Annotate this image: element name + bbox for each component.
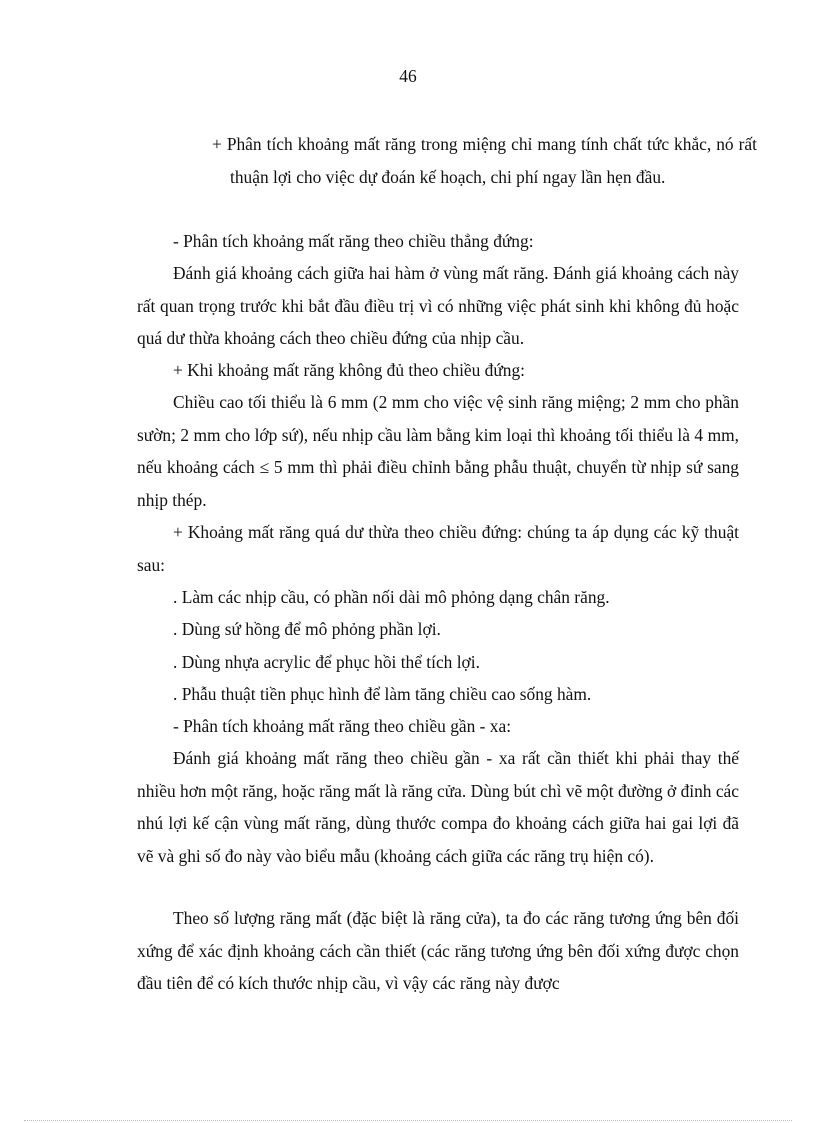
list-item-pink-porcelain: . Dùng sứ hồng để mô phỏng phần lợi. bbox=[173, 619, 441, 639]
paragraph-minimum-height: Chiều cao tối thiểu là 6 mm (2 mm cho việc vệ sinh răng miệng; 2 mm cho phần sườn; 2 mm cho lớp sứ), nếu nhịp cầu làm bằng kim loại thì khoảng tối thiểu là 4 mm, nếu khoảng cách ≤ 5 mm thì phải điều chỉnh bằng phẫu thuật, chuyển từ nhịp sứ sang nhịp thép. bbox=[137, 392, 739, 510]
paragraph-vertical-evaluation: Đánh giá khoảng cách giữa hai hàm ở vùng mất răng. Đánh giá khoảng cách này rất quan trọng trước khi bắt đầu điều trị vì có những việc phát sinh khi không đủ hoặc quá dư thừa khoảng cách theo chiều đứng của nhịp cầu. bbox=[137, 263, 739, 348]
paragraph-missing-teeth-count: Theo số lượng răng mất (đặc biệt là răng cửa), ta đo các răng tương ứng bên đối xứng để xác định khoảng cách cần thiết (các răng tương ứng bên đối xứng được chọn đầu tiên để có kích thước nhịp cầu, vì vậy các răng này được bbox=[137, 908, 739, 993]
paragraph-mesiodistal-evaluation: Đánh giá khoảng mất răng theo chiều gần - xa rất cần thiết khi phải thay thế nhiều hơn một răng, hoặc răng mất là răng cửa. Dùng bút chì vẽ một đường ở đỉnh các nhú lợi kế cận vùng mất răng, dùng thước compa đo khoảng cách giữa hai gai lợi đã vẽ và ghi số đo này vào biểu mẫu (khoảng cách giữa các răng trụ hiện có). bbox=[137, 748, 739, 866]
heading-vertical-analysis: - Phân tích khoảng mất răng theo chiều thẳng đứng: bbox=[173, 231, 534, 251]
page-number: 46 bbox=[399, 66, 417, 86]
paragraph-plus-insufficient-vertical: + Khi khoảng mất răng không đủ theo chiều đứng: bbox=[173, 360, 526, 380]
list-item-preprosthetic-surgery: . Phẫu thuật tiền phục hình để làm tăng chiều cao sống hàm. bbox=[173, 684, 592, 704]
paragraph-plus-immediate-analysis: + Phân tích khoảng mất răng trong miệng chỉ mang tính chất tức khắc, nó rất thuận lợi cho việc dự đoán kế hoạch, chi phí ngay lần hẹn đầu. bbox=[212, 134, 757, 187]
bottom-divider bbox=[24, 1120, 792, 1121]
list-item-pontic-extension: . Làm các nhịp cầu, có phần nối dài mô phỏng dạng chân răng. bbox=[173, 587, 610, 607]
list-item-acrylic: . Dùng nhựa acrylic để phục hồi thể tích lợi. bbox=[173, 652, 480, 672]
heading-mesiodistal-analysis: - Phân tích khoảng mất răng theo chiều gần - xa: bbox=[173, 716, 512, 736]
paragraph-plus-excess-vertical: + Khoảng mất răng quá dư thừa theo chiều đứng: chúng ta áp dụng các kỹ thuật sau: bbox=[137, 522, 739, 575]
